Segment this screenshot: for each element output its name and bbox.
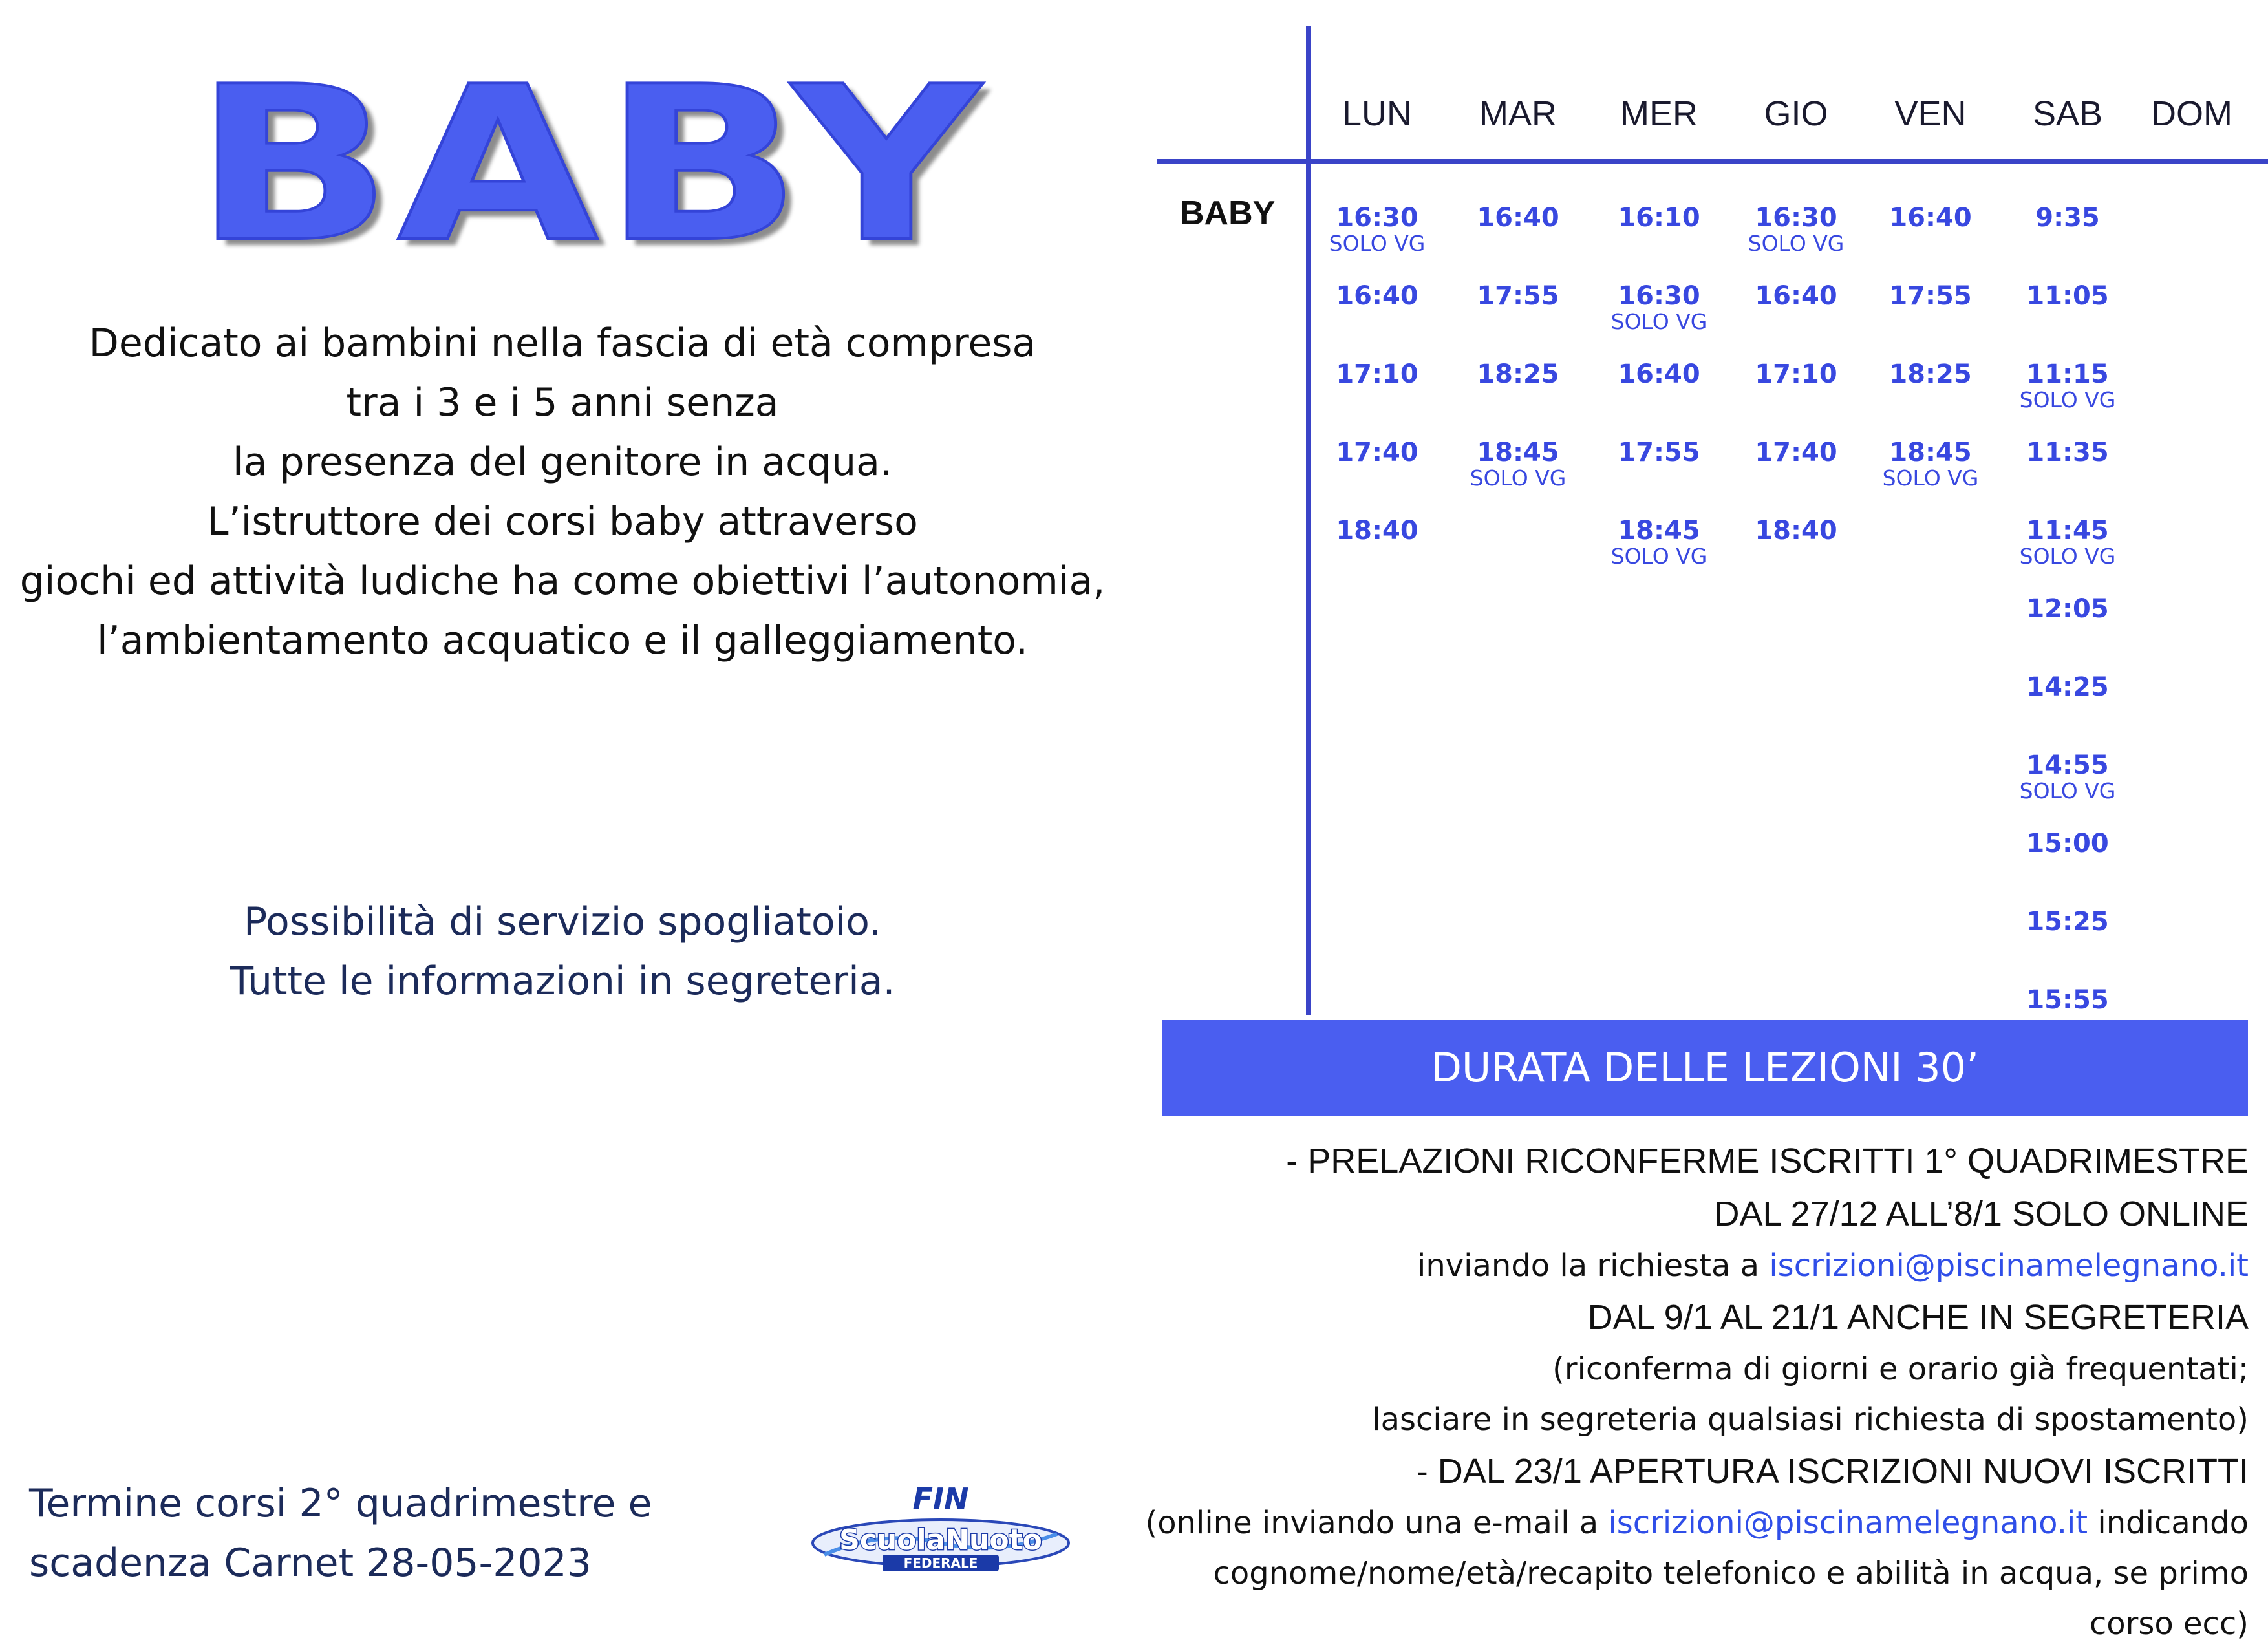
logo-top-text: FIN xyxy=(912,1484,969,1516)
slot-time: 18:40 xyxy=(1336,516,1418,546)
slot-time: 11:35 xyxy=(2026,438,2109,467)
slot-time: 16:40 xyxy=(1889,203,1972,233)
day-header-ven: VEN xyxy=(1894,94,1967,133)
slot-time: 16:40 xyxy=(1477,203,1559,233)
time-slot xyxy=(1588,204,1730,232)
slot-time: 16:30 xyxy=(1336,203,1418,233)
time-slot xyxy=(1725,204,1867,255)
row-label-baby: BABY xyxy=(1180,195,1276,232)
day-header-mar: MAR xyxy=(1479,94,1557,133)
description-line: giochi ed attività ludiche ha come obiettivi l’autonomia, xyxy=(19,559,1106,604)
description-line: l’ambientamento acquatico e il galleggiamento. xyxy=(97,618,1028,663)
time-slot xyxy=(1588,438,1730,467)
slot-time: 17:55 xyxy=(1618,438,1700,467)
time-slot xyxy=(1996,516,2139,568)
day-header-gio: GIO xyxy=(1764,94,1828,133)
notes-line: DAL 9/1 AL 21/1 ANCHE IN SEGRETERIA xyxy=(1587,1298,2249,1337)
slot-time: 16:30 xyxy=(1755,203,1837,233)
time-slot xyxy=(1447,360,1589,388)
service-line: Tutte le informazioni in segreteria. xyxy=(230,959,895,1004)
duration-bar xyxy=(1162,1020,2248,1116)
slot-note: SOLO VG xyxy=(1748,231,1845,256)
slot-time: 18:25 xyxy=(1477,359,1559,389)
time-slot xyxy=(1996,751,2139,803)
notes-line: - PRELAZIONI RICONFERME ISCRITTI 1° QUADRIMESTRE xyxy=(1286,1142,2249,1180)
slot-time: 12:05 xyxy=(2026,594,2109,624)
time-slot xyxy=(1588,516,1730,568)
slot-time: 16:40 xyxy=(1618,359,1700,389)
page-title xyxy=(194,41,986,289)
service-info xyxy=(0,892,1125,1011)
slot-time: 11:45 xyxy=(2026,516,2109,546)
time-slot xyxy=(1725,438,1867,467)
notes-line: - DAL 23/1 APERTURA ISCRIZIONI NUOVI ISCRITTI xyxy=(1416,1452,2249,1491)
time-slot xyxy=(1306,282,1448,310)
email-link[interactable]: iscrizioni@piscinamelegnano.it xyxy=(1608,1505,2088,1541)
day-header-dom: DOM xyxy=(2151,94,2232,133)
description-line: la presenza del genitore in acqua. xyxy=(233,440,892,485)
slot-time: 18:25 xyxy=(1889,359,1972,389)
logo-middle-text: ScuolaNuoto xyxy=(839,1524,1042,1557)
slot-time: 14:25 xyxy=(2026,672,2109,702)
slot-time: 16:40 xyxy=(1336,281,1418,311)
time-slot xyxy=(1588,360,1730,388)
notes-line: lasciare in segreteria qualsiasi richiesta di spostamento) xyxy=(1372,1401,2249,1438)
description-line: tra i 3 e i 5 anni senza xyxy=(346,380,779,425)
email-link[interactable]: iscrizioni@piscinamelegnano.it xyxy=(1769,1248,2249,1284)
description xyxy=(0,314,1125,670)
day-header-sab: SAB xyxy=(2032,94,2103,133)
slot-time: 17:40 xyxy=(1755,438,1837,467)
slot-time: 11:15 xyxy=(2026,359,2109,389)
notes-text: inviando la richiesta a xyxy=(1417,1248,1770,1284)
slot-time: 18:40 xyxy=(1755,516,1837,546)
time-slot xyxy=(1996,908,2139,936)
time-slot xyxy=(1996,282,2139,310)
slot-time: 18:45 xyxy=(1477,438,1559,467)
slot-time: 18:45 xyxy=(1889,438,1972,467)
slot-note: SOLO VG xyxy=(2019,387,2116,412)
slot-note: SOLO VG xyxy=(1329,231,1426,256)
notes-line xyxy=(1137,1498,2249,1548)
slot-time: 18:45 xyxy=(1618,516,1700,546)
slot-note: SOLO VG xyxy=(1610,309,1707,334)
slot-note: SOLO VG xyxy=(1470,465,1567,491)
time-slot xyxy=(1996,204,2139,232)
duration-text: DURATA DELLE LEZIONI 30’ xyxy=(1431,1044,1979,1091)
day-header-lun: LUN xyxy=(1342,94,1413,133)
term-info xyxy=(29,1474,652,1593)
notes-line: cognome/nome/età/recapito telefonico e abilità in acqua, se primo corso ecc) xyxy=(1213,1555,2249,1642)
enrollment-notes xyxy=(1137,1134,2249,1649)
time-slot xyxy=(1859,204,2002,232)
time-slot xyxy=(1725,360,1867,388)
term-line: scadenza Carnet 28-05-2023 xyxy=(29,1540,592,1586)
slot-time: 17:10 xyxy=(1336,359,1418,389)
description-line: Dedicato ai bambini nella fascia di età compresa xyxy=(89,321,1036,366)
time-slot xyxy=(1996,986,2139,1014)
time-slot xyxy=(1996,438,2139,467)
slot-time: 16:40 xyxy=(1755,281,1837,311)
fin-scuolanuoto-logo xyxy=(805,1484,1076,1580)
slot-note: SOLO VG xyxy=(1882,465,1979,491)
notes-line: DAL 27/12 ALL’8/1 SOLO ONLINE xyxy=(1714,1195,2249,1233)
logo-bottom-text: FEDERALE xyxy=(903,1555,978,1571)
grid-horizontal-line xyxy=(1157,159,2268,164)
time-slot xyxy=(1306,516,1448,545)
time-slot xyxy=(1447,282,1589,310)
slot-time: 16:30 xyxy=(1618,281,1700,311)
time-slot xyxy=(1725,516,1867,545)
slot-time: 15:25 xyxy=(2026,907,2109,937)
slot-time: 15:55 xyxy=(2026,985,2109,1015)
time-slot xyxy=(1306,360,1448,388)
slot-time: 15:00 xyxy=(2026,829,2109,858)
time-slot xyxy=(1859,360,2002,388)
slot-time: 17:10 xyxy=(1755,359,1837,389)
slot-time: 11:05 xyxy=(2026,281,2109,311)
description-line: L’istruttore dei corsi baby attraverso xyxy=(207,499,918,544)
time-slot xyxy=(1588,282,1730,334)
notes-line xyxy=(1137,1240,2249,1291)
time-slot xyxy=(1447,204,1589,232)
slot-time: 14:55 xyxy=(2026,750,2109,780)
slot-time: 16:10 xyxy=(1618,203,1700,233)
slot-time: 17:55 xyxy=(1889,281,1972,311)
slot-note: SOLO VG xyxy=(1610,544,1707,569)
slot-time: 17:40 xyxy=(1336,438,1418,467)
service-line: Possibilità di servizio spogliatoio. xyxy=(243,899,882,944)
slot-note: SOLO VG xyxy=(2019,544,2116,569)
time-slot xyxy=(1996,829,2139,858)
time-slot xyxy=(1859,282,2002,310)
slot-time: 17:55 xyxy=(1477,281,1559,311)
day-header-mer: MER xyxy=(1620,94,1698,133)
notes-line: (riconferma di giorni e orario già frequentati; xyxy=(1552,1351,2249,1387)
time-slot xyxy=(1725,282,1867,310)
notes-text: indicando xyxy=(2088,1505,2249,1541)
time-slot xyxy=(1996,360,2139,412)
time-slot xyxy=(1306,438,1448,467)
notes-text: (online inviando una e-mail a xyxy=(1145,1505,1609,1541)
time-slot xyxy=(1447,438,1589,490)
slot-note: SOLO VG xyxy=(2019,778,2116,803)
time-slot xyxy=(1996,595,2139,623)
term-line: Termine corsi 2° quadrimestre e xyxy=(29,1481,652,1526)
slot-time: 9:35 xyxy=(2035,203,2100,233)
title-text: BABY xyxy=(194,41,986,289)
time-slot xyxy=(1306,204,1448,255)
time-slot xyxy=(1996,673,2139,701)
time-slot xyxy=(1859,438,2002,490)
